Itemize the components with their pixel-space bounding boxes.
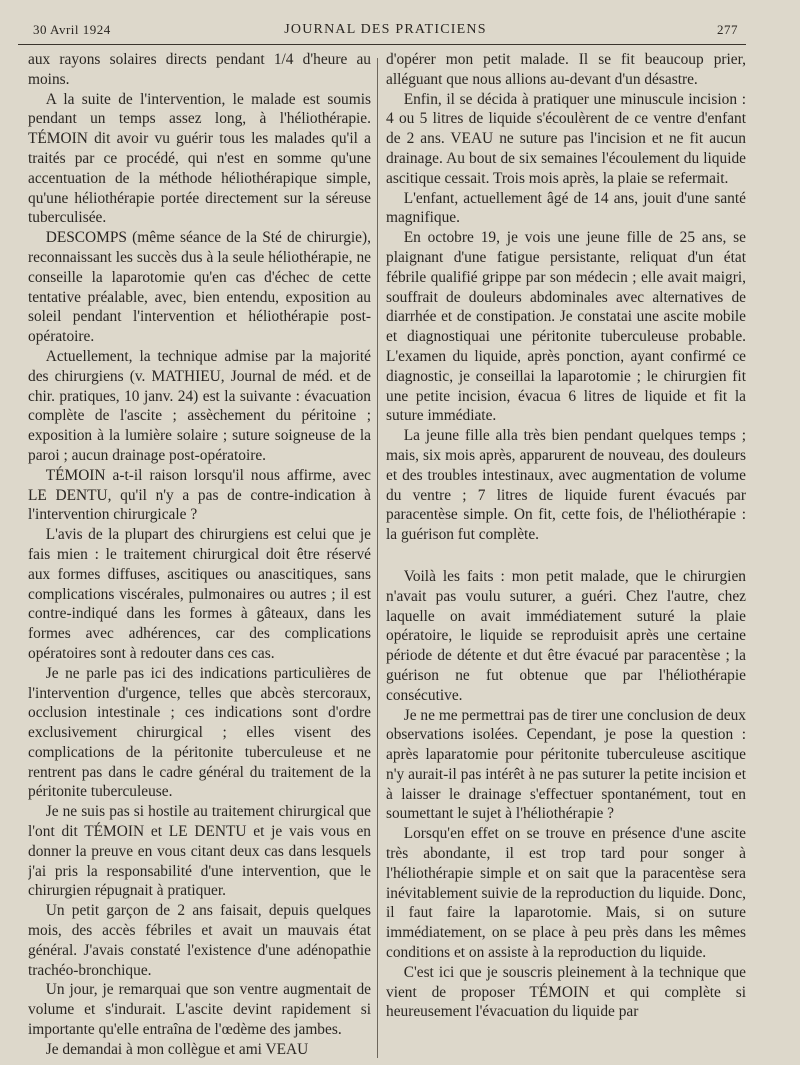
paragraph: En octobre 19, je vois une jeune fille de 25 ans, se plaignant d'une fatigue persistante, reliquat d'un état fébrile qualifié grippe par son médecin ; elle avait maigri, souffrait de douleurs abdominales avec alternatives de diarrhée et de constipation. Je constatai une ascite mobile et diagnostiquai une péritonite tuberculeuse probable. L'examen du liquide, après ponction, ayant confirmé ce diagnostic, je conseillai la laparotomie ; le chirurgien fit une petite incision, évacua 6 litres de liquide et fit la suture immédiate. xyxy=(386,229,746,425)
issue-date: 30 Avril 1924 xyxy=(33,22,111,37)
header-rule xyxy=(18,44,746,45)
paragraph: TÉMOIN a-t-il raison lorsqu'il nous affirme, avec LE DENTU, qu'il n'y a pas de contre-indication à l'intervention chirurgicale ? xyxy=(28,466,371,524)
journal-title: JOURNAL DES PRATICIENS xyxy=(284,22,487,37)
paragraph: Je demandai à mon collègue et ami VEAU xyxy=(45,1040,309,1058)
paragraph: Je ne me permettrai pas de tirer une conclusion de deux observations isolées. Cependant, je pose la question : après laparatomie pour péritonite tuberculeuse ascitique n'y aurait-il pas intérêt à ne pas suturer la petite incision et à laisser le drainage s'effectuer spontanément, tout en soumettant le sujet à l'héliothérapie ? xyxy=(386,706,746,823)
paragraph: d'opérer mon petit malade. Il se fit beaucoup prier, alléguant que nous allions au-devant d'un désastre. xyxy=(386,51,746,88)
paragraph: Lorsqu'en effet on se trouve en présence d'une ascite très abondante, il est trop tard pour songer à l'héliothérapie simple et on sait que la paracentèse sera inévitablement suivie de la reproduction du liquide. Donc, il faut faire la laparotomie. Mais, si on suture immédiatement, on se place à peu près dans les mêmes conditions et on assiste à la reproduction du liquide. xyxy=(386,825,746,962)
paragraph: L'avis de la plupart des chirurgiens est celui que je fais mien : le traitement chirurgical doit être réservé aux formes diffuses, ascitiques ou anascitiques, sans complications viscérales, pulmonaires ou autres ; il est contre-indiqué dans les formes à gâteaux, dans les formes avec adhérences, car des complications opératoires sont à redouter dans ces cas. xyxy=(28,526,371,662)
right-column xyxy=(386,50,746,1060)
paragraph: Enfin, il se décida à pratiquer une minuscule incision : 4 ou 5 litres de liquide s'écoulèrent de ce ventre d'enfant de 2 ans. VEAU ne suture pas l'incision et ne fit aucun drainage. Au bout de six semaines l'écoulement du liquide ascitique cessait. Trois mois après, la plaie se refermait. xyxy=(386,90,746,187)
left-column xyxy=(28,50,371,1060)
paragraph: Je ne suis pas si hostile au traitement chirurgical que l'ont dit TÉMOIN et LE DENTU et je vais vous en donner la preuve en vous citant deux cas dans lesquels j'ai pris la responsabilité d'une intervention, que le chirurgien répugnait à pratiquer. xyxy=(28,803,371,900)
paragraph: Un jour, je remarquai que son ventre augmentait de volume et s'indurait. L'ascite devint rapidement si importante qu'elle entraîna de l'œdème des jambes. xyxy=(28,981,371,1039)
running-head xyxy=(33,20,738,42)
paragraph: Un petit garçon de 2 ans faisait, depuis quelques mois, des accès fébriles et avait un mauvais état général. J'avais constaté l'existence d'une adénopathie trachéo-bronchique. xyxy=(28,902,371,979)
column-divider xyxy=(377,58,378,1058)
paragraph: DESCOMPS (même séance de la Sté de chirurgie), reconnaissant les succès dus à la seule héliothérapie, ne conseille la laparotomie qu'en cas d'échec de cette tentative préalable, avec, bien entendu, exposition au soleil pendant l'intervention et héliothérapie post-opératoire. xyxy=(28,229,371,346)
paragraph: Je ne parle pas ici des indications particulières de l'intervention d'urgence, telles que abcès stercoraux, occlusion intestinale ; ces indications sont d'ordre exclusivement chirurgical ; elles visent des complications de la péritonite tuberculeuse et ne rentrent pas dans le cadre général du traitement de la péritonite tuberculeuse. xyxy=(28,664,371,801)
paragraph: A la suite de l'intervention, le malade est soumis pendant un temps assez long, à l'héliothérapie. TÉMOIN dit avoir vu guérir tous les malades qu'il a traités par ce procédé, qui n'est en somme qu'une accentuation de la méthode héliothérapique simple, qu'une héliothérapie portée directement sur la séreuse tuberculisée. xyxy=(28,90,371,227)
paragraph: La jeune fille alla très bien pendant quelques temps ; mais, six mois après, apparurent de nouveau, des douleurs et des troubles intestinaux, avec augmentation de volume du ventre ; 7 litres de liquide furent évacués par paracentèse simple. On fit, cette fois, de l'héliothérapie : la guérison fut complète. xyxy=(386,427,746,544)
paragraph: aux rayons solaires directs pendant 1/4 d'heure au moins. xyxy=(28,51,371,88)
page-number: 277 xyxy=(717,22,738,37)
paragraph: C'est ici que je souscris pleinement à la technique que vient de proposer TÉMOIN et qui complète si heureusement l'évacuation du liquide par xyxy=(386,963,746,1021)
paragraph: L'enfant, actuellement âgé de 14 ans, jouit d'une santé magnifique. xyxy=(386,189,746,227)
paragraph: Voilà les faits : mon petit malade, que le chirurgien n'avait pas voulu suturer, a guéri. Chez l'autre, chez laquelle on avait immédiatement suturé la plaie opératoire, le liquide se reproduisit après une certaine période de détente et dut être évacué par paracentèse ; la guérison ne fut obtenue que par l'héliothérapie consécutive. xyxy=(386,567,746,704)
paragraph: Actuellement, la technique admise par la majorité des chirurgiens (v. MATHIEU, Journal de méd. et de chir. pratiques, 10 janv. 24) est la suivante : évacuation complète de l'ascite ; assèchement du péritoine ; exposition à la lumière solaire ; suture soigneuse de la paroi ; aucun drainage post-opératoire. xyxy=(28,347,371,464)
